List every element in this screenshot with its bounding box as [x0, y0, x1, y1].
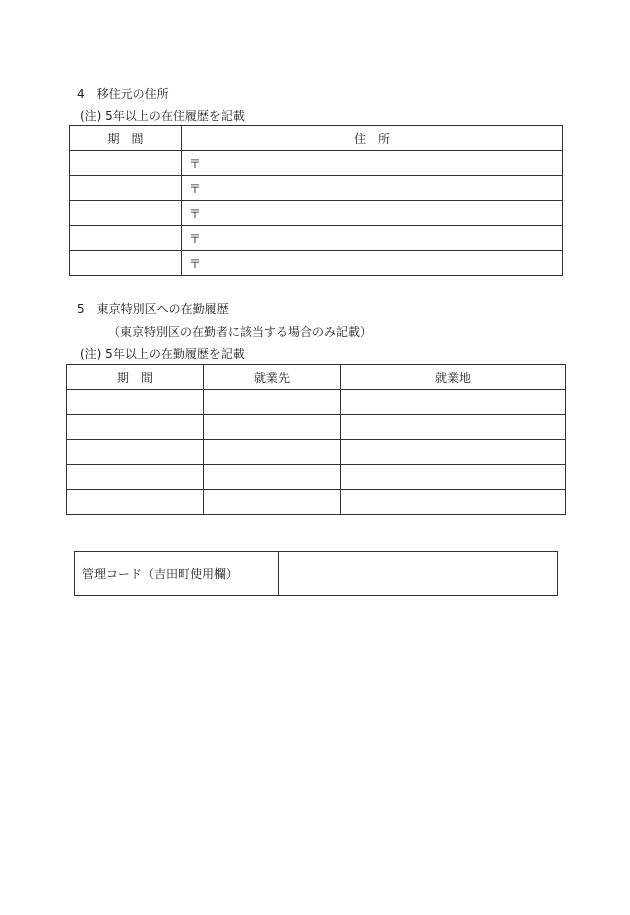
period-cell[interactable] — [67, 465, 204, 490]
header-period: 期 間 — [70, 126, 182, 151]
period-cell[interactable] — [67, 440, 204, 465]
section5-heading: 5 東京特別区への在勤履歴 — [77, 302, 229, 316]
address-cell[interactable] — [182, 251, 563, 276]
period-cell[interactable] — [67, 390, 204, 415]
table-row — [70, 176, 563, 201]
table-row — [67, 390, 566, 415]
postal-mark: 〒 — [189, 231, 202, 246]
admin-code-field[interactable] — [279, 552, 558, 596]
table-row — [67, 465, 566, 490]
address-cell[interactable] — [182, 176, 563, 201]
admin-code-table — [74, 551, 558, 596]
admin-code-row — [75, 552, 558, 596]
period-cell[interactable] — [70, 251, 182, 276]
period-cell[interactable] — [70, 176, 182, 201]
postal-mark: 〒 — [189, 156, 202, 171]
admin-code-label: 管理コード（吉田町使用欄） — [75, 552, 279, 596]
work-location-cell[interactable] — [341, 415, 566, 440]
section4-note: (注) 5年以上の在住履歴を記載 — [80, 109, 245, 123]
postal-mark: 〒 — [189, 256, 202, 271]
header-address: 住 所 — [182, 126, 563, 151]
table-row — [67, 415, 566, 440]
tokyo-work-history-table — [66, 364, 566, 515]
section4-heading: 4 移住元の住所 — [77, 87, 169, 101]
address-cell[interactable] — [182, 226, 563, 251]
work-location-cell[interactable] — [341, 465, 566, 490]
postal-mark: 〒 — [189, 181, 202, 196]
employer-cell[interactable] — [204, 465, 341, 490]
table-row — [70, 251, 563, 276]
period-cell[interactable] — [67, 490, 204, 515]
employer-cell[interactable] — [204, 415, 341, 440]
work-location-cell[interactable] — [341, 390, 566, 415]
table-header-row — [70, 126, 563, 151]
period-cell[interactable] — [70, 151, 182, 176]
table-row — [67, 440, 566, 465]
period-cell[interactable] — [70, 201, 182, 226]
period-cell[interactable] — [70, 226, 182, 251]
work-location-cell[interactable] — [341, 440, 566, 465]
employer-cell[interactable] — [204, 440, 341, 465]
address-cell[interactable] — [182, 151, 563, 176]
address-cell[interactable] — [182, 201, 563, 226]
table-row — [67, 490, 566, 515]
previous-address-table — [69, 125, 563, 276]
table-row — [70, 226, 563, 251]
employer-cell[interactable] — [204, 390, 341, 415]
table-row — [70, 201, 563, 226]
work-location-cell[interactable] — [341, 490, 566, 515]
postal-mark: 〒 — [189, 206, 202, 221]
section5-note: (注) 5年以上の在勤履歴を記載 — [80, 347, 245, 361]
table-header-row — [67, 365, 566, 390]
header-period: 期 間 — [67, 365, 204, 390]
header-work-location: 就業地 — [341, 365, 566, 390]
header-employer: 就業先 — [204, 365, 341, 390]
table-row — [70, 151, 563, 176]
employer-cell[interactable] — [204, 490, 341, 515]
section5-subheading: （東京特別区の在勤者に該当する場合のみ記載） — [108, 325, 373, 339]
period-cell[interactable] — [67, 415, 204, 440]
